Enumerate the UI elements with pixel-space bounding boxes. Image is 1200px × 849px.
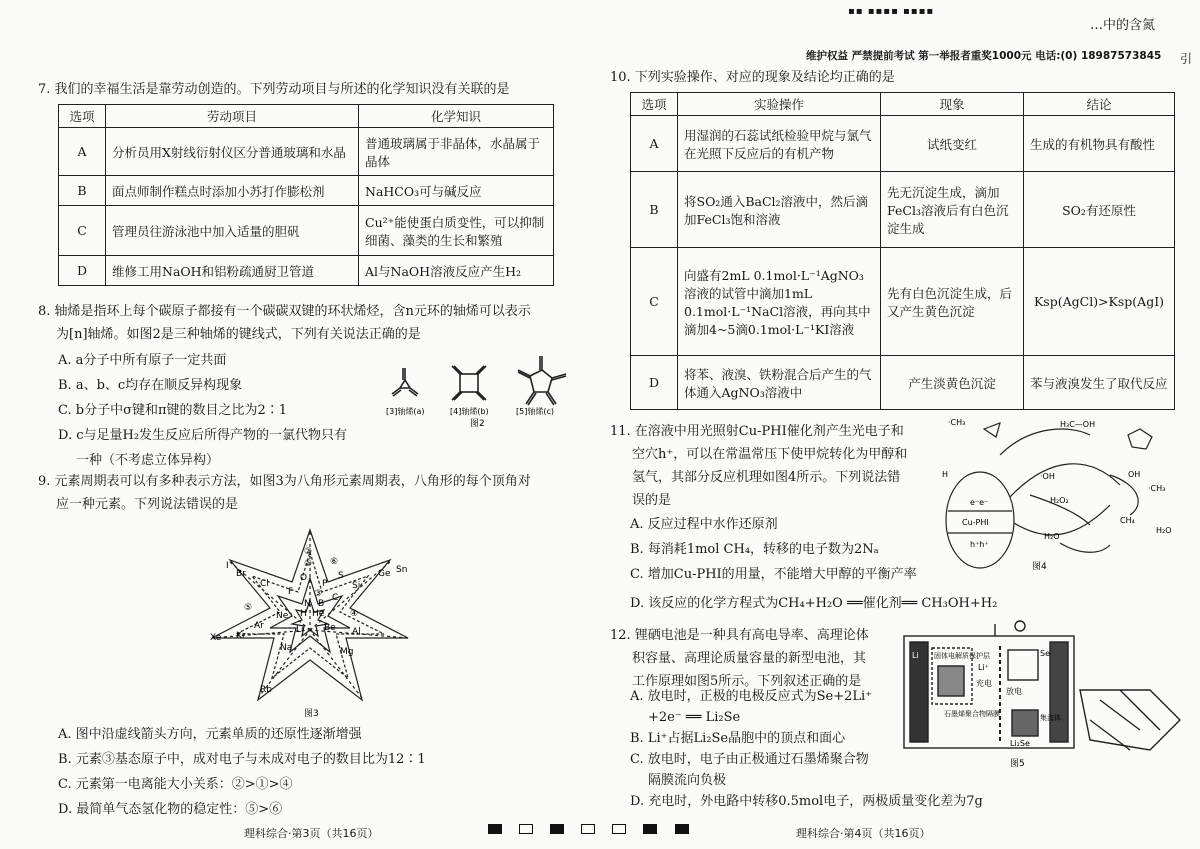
q10-row-conclusion: 生成的有机物具有酸性 bbox=[1024, 116, 1175, 172]
q9-option-d: D. 最简单气态氢化物的稳定性：⑤>⑥ bbox=[58, 802, 283, 817]
q12-stem bbox=[610, 624, 869, 693]
element-na: Na bbox=[280, 643, 293, 653]
figure-2-radialenes bbox=[380, 348, 580, 430]
q7-row-a bbox=[59, 128, 554, 176]
footer-left: 理科综合·第3页（共16页） bbox=[244, 827, 379, 840]
q8-stem-line2: 为[n]轴烯。如图2是三种轴烯的键线式，下列有关说法正确的是 bbox=[56, 327, 421, 342]
q8-option-c: C. b分子中σ键和π键的数目之比为2∶1 bbox=[58, 403, 288, 418]
q7-table-header bbox=[59, 105, 554, 128]
q9-stem bbox=[38, 470, 531, 516]
fig4-label-cuphi: Cu-PHI bbox=[962, 518, 989, 527]
q10-row-option: C bbox=[631, 248, 678, 356]
element-f: F bbox=[288, 587, 294, 597]
element-s: S bbox=[338, 571, 344, 581]
circle-6: ⑥ bbox=[330, 557, 339, 567]
element-ar: Ar bbox=[254, 621, 264, 631]
q9-stem-line1: 9. 元素周期表可以有多种表示方法，如图3为八角形元素周期表，八角形的每个顶角对 bbox=[38, 474, 531, 489]
q10-row-conclusion: 苯与液溴发生了取代反应 bbox=[1024, 356, 1175, 410]
q8-stem-line1: 8. 轴烯是指环上每个碳原子都接有一个碳碳双键的环状烯烃，含n元环的轴烯可以表示 bbox=[38, 304, 531, 319]
fig5-label-solid-electrolyte: 固体电解质保护层 bbox=[934, 652, 990, 660]
q11-stem-line1: 11. 在溶液中用光照射Cu-PHI催化剂产生光电子和 bbox=[610, 424, 904, 439]
fig2-label-a: [3]轴烯(a) bbox=[386, 407, 425, 416]
q10-header-conclusion: 结论 bbox=[1024, 93, 1175, 116]
element-h: H bbox=[300, 609, 307, 619]
q12-option-b: B. Li⁺占据Li₂Se晶胞中的顶点和面心 bbox=[630, 731, 846, 746]
element-al: Al bbox=[352, 627, 361, 637]
q7-row-knowledge: 普通玻璃属于非晶体，水晶属于晶体 bbox=[359, 128, 554, 176]
fig4-label-electrons: e⁻e⁻ bbox=[970, 498, 989, 507]
fig5-label-charge: 充电 bbox=[976, 679, 992, 688]
q8-option-b: B. a、b、c均存在顺反异构现象 bbox=[58, 378, 243, 393]
element-b: B bbox=[318, 599, 325, 609]
q12-option-d: D. 充电时，外电路中转移0.5mol电子，两极质量变化差为7g bbox=[630, 794, 983, 809]
q11-option-c: C. 增加Cu-PHI的用量，不能增大甲醇的平衡产率 bbox=[630, 567, 917, 582]
q10-row-conclusion: SO₂有还原性 bbox=[1024, 172, 1175, 248]
element-he: He bbox=[312, 609, 325, 619]
fig4-label-oh: OH bbox=[1128, 470, 1141, 479]
element-i: I bbox=[226, 561, 229, 571]
q11-option-d: D. 该反应的化学方程式为CH₄+H₂O ══催化剂══ CH₃OH+H₂ bbox=[630, 596, 998, 611]
right-page bbox=[600, 0, 1200, 849]
circle-3: ③ bbox=[314, 589, 323, 599]
element-o: O bbox=[300, 573, 308, 583]
q10-table-header bbox=[631, 93, 1175, 116]
q10-row-phenomenon: 先无沉淀生成，滴加FeCl₃溶液后有白色沉淀生成 bbox=[881, 172, 1024, 248]
q10-row-operation: 将苯、液溴、铁粉混合后产生的气体通入AgNO₃溶液中 bbox=[678, 356, 881, 410]
q10-row-option: A bbox=[631, 116, 678, 172]
q7-header-option: 选项 bbox=[59, 105, 106, 128]
fig2-label-b: [4]轴烯(b) bbox=[450, 407, 489, 416]
fig4-label-h: H bbox=[942, 470, 949, 479]
q10-row-d bbox=[631, 356, 1175, 410]
q9-stem-line2: 应一种元素。下列说法错误的是 bbox=[56, 497, 239, 512]
fig5-label-se: Se bbox=[1040, 649, 1050, 658]
marker-block bbox=[581, 824, 595, 834]
q8-option-d: D. c与足量H₂发生反应后所得产物的一氯代物只有 bbox=[58, 428, 348, 443]
q8-stem bbox=[38, 300, 531, 346]
q11-stem-line2: 空穴h⁺，可以在常温常压下使甲烷转化为甲醇和 bbox=[632, 447, 908, 462]
fig2-caption: 图2 bbox=[470, 419, 485, 429]
element-ne: Ne bbox=[276, 611, 289, 621]
marker-block bbox=[488, 824, 502, 834]
fig5-label-collector: 集流体 bbox=[1040, 714, 1061, 722]
element-p: P bbox=[322, 579, 328, 589]
q7-row-option: A bbox=[59, 128, 106, 176]
q8-option-a: A. a分子中所有原子一定共面 bbox=[58, 353, 227, 368]
fig5-label-li: Li bbox=[912, 651, 919, 660]
q11-stem bbox=[610, 420, 907, 512]
q11-option-a: A. 反应过程中水作还原剂 bbox=[630, 517, 778, 532]
element-li: Li bbox=[296, 625, 304, 635]
fig4-label-methanol: H₃C—OH bbox=[1060, 420, 1096, 429]
q7-row-option: B bbox=[59, 176, 106, 206]
fig4-label-h2o-b: H₂O bbox=[1156, 526, 1172, 535]
q7-row-item: 面点师制作糕点时添加小苏打作膨松剂 bbox=[106, 176, 359, 206]
figure-4-mechanism bbox=[940, 415, 1190, 575]
q12-option-a-cont: +2e⁻ ══ Li₂Se bbox=[648, 710, 741, 725]
q12-option-a: A. 放电时，正极的电极反应式为Se+2Li⁺ bbox=[630, 689, 873, 704]
element-xe: Xe bbox=[210, 633, 222, 643]
figure-3-octagram bbox=[200, 520, 420, 720]
q10-header-phenomenon: 现象 bbox=[881, 93, 1024, 116]
q7-row-item: 维修工用NaOH和铝粉疏通厨卫管道 bbox=[106, 256, 359, 286]
q7-row-d bbox=[59, 256, 554, 286]
q7-row-item: 分析员用X射线衍射仪区分普通玻璃和水晶 bbox=[106, 128, 359, 176]
q11-stem-line3: 氢气，其部分反应机理如图4所示。下列说法错 bbox=[632, 470, 901, 485]
q10-header-operation: 实验操作 bbox=[678, 93, 881, 116]
q7-row-b bbox=[59, 176, 554, 206]
element-be: Be bbox=[324, 623, 336, 633]
element-br: Br bbox=[236, 569, 246, 579]
fig5-label-separator: 石墨烯聚合物隔膜 bbox=[944, 710, 1000, 718]
circle-4: ④ bbox=[350, 609, 359, 619]
marker-block bbox=[519, 824, 533, 834]
q9-option-c: C. 元素第一电离能大小关系：②>①>④ bbox=[58, 777, 293, 792]
q8-options bbox=[58, 348, 347, 473]
q7-row-item: 管理员往游泳池中加入适量的胆矾 bbox=[106, 206, 359, 256]
element-rb: Rb bbox=[260, 685, 272, 695]
q7-row-c bbox=[59, 206, 554, 256]
fig5-caption: 图5 bbox=[1010, 759, 1025, 769]
fig2-label-c: [5]轴烯(c) bbox=[516, 407, 554, 416]
fig5-label-li2se: Li₂Se bbox=[1010, 739, 1030, 748]
fig4-label-h2o2: H₂O₂ bbox=[1050, 496, 1069, 505]
q12-option-c: C. 放电时，电子由正极通过石墨烯聚合物 bbox=[630, 752, 869, 767]
q11-stem-line4: 误的是 bbox=[632, 493, 672, 508]
fig5-label-discharge: 放电 bbox=[1006, 687, 1022, 696]
fig3-caption: 图3 bbox=[304, 709, 319, 719]
q12-stem-line2: 积容量、高理论质量容量的新型电池，其 bbox=[632, 651, 867, 666]
fig5-label-li-ion: Li⁺ bbox=[978, 663, 989, 672]
q10-row-option: D bbox=[631, 356, 678, 410]
fig4-label-holes: h⁺h⁺ bbox=[970, 540, 989, 549]
q7-header-knowledge: 化学知识 bbox=[359, 105, 554, 128]
q10-stem: 10. 下列实验操作、对应的现象及结论均正确的是 bbox=[610, 70, 895, 85]
q10-row-b bbox=[631, 172, 1175, 248]
element-ge: Ge bbox=[378, 569, 391, 579]
fig4-label-oh-radical: ·OH bbox=[1040, 472, 1055, 481]
q10-row-operation: 用湿润的石蕊试纸检验甲烷与氯气在光照下反应后的有机产物 bbox=[678, 116, 881, 172]
footer-right: 理科综合·第4页（共16页） bbox=[796, 827, 931, 840]
element-n: N bbox=[304, 599, 311, 609]
page-mark: 引 bbox=[1180, 52, 1193, 66]
fig4-label-ch3-a: ·CH₃ bbox=[948, 418, 966, 427]
q12-option-c-cont: 隔膜流向负极 bbox=[648, 773, 727, 788]
q7-header-item: 劳动项目 bbox=[106, 105, 359, 128]
q11-option-b: B. 每消耗1mol CH₄，转移的电子数为2Nₐ bbox=[630, 542, 879, 557]
q7-row-knowledge: NaHCO₃可与碱反应 bbox=[359, 176, 554, 206]
fig4-label-ch4: CH₄ bbox=[1120, 516, 1135, 525]
q8-option-d-cont: 一种（不考虑立体异构） bbox=[76, 453, 220, 468]
fig4-caption: 图4 bbox=[1032, 562, 1047, 572]
element-kr: Kr bbox=[236, 631, 246, 641]
marker-block bbox=[550, 824, 564, 834]
q7-row-option: D bbox=[59, 256, 106, 286]
header-notice: 维护权益 严禁提前考试 第一举报者重奖1000元 电话:(0) 18987573845 bbox=[806, 50, 1162, 62]
circle-1: ① bbox=[304, 559, 313, 569]
element-mg: Mg bbox=[340, 647, 354, 657]
circle-5: ⑤ bbox=[244, 603, 253, 613]
fig4-label-h2o-a: H₂O bbox=[1044, 532, 1060, 541]
q7-row-option: C bbox=[59, 206, 106, 256]
element-si: Si bbox=[352, 581, 361, 591]
element-c: C bbox=[332, 593, 339, 603]
top-scrawl: ▪▪ ▪▪▪▪ ▪▪▪▪ bbox=[848, 6, 935, 17]
element-sn: Sn bbox=[396, 565, 408, 575]
q7-row-knowledge: Cu²⁺能使蛋白质变性，可以抑制细菌、藻类的生长和繁殖 bbox=[359, 206, 554, 256]
q7-stem: 7. 我们的幸福生活是靠劳动创造的。下列劳动项目与所述的化学知识没有关联的是 bbox=[38, 82, 510, 97]
q10-header-option: 选项 bbox=[631, 93, 678, 116]
q10-row-c bbox=[631, 248, 1175, 356]
q12-stem-line1: 12. 锂硒电池是一种具有高电导率、高理论体 bbox=[610, 628, 869, 643]
element-cl: Cl bbox=[260, 579, 269, 589]
q9-options bbox=[58, 722, 426, 822]
q10-row-phenomenon: 产生淡黄色沉淀 bbox=[881, 356, 1024, 410]
q10-row-operation: 将SO₂通入BaCl₂溶液中，然后滴加FeCl₃饱和溶液 bbox=[678, 172, 881, 248]
q9-option-b: B. 元素③基态原子中，成对电子与未成对电子的数目比为12∶1 bbox=[58, 752, 426, 767]
figure-5-battery bbox=[900, 620, 1196, 770]
q10-row-a bbox=[631, 116, 1175, 172]
circle-2: ② bbox=[304, 547, 313, 557]
q10-row-conclusion: Ksp(AgCl)>Ksp(AgI) bbox=[1024, 248, 1175, 356]
q10-table bbox=[630, 92, 1175, 410]
q10-row-option: B bbox=[631, 172, 678, 248]
q7-table bbox=[58, 104, 554, 286]
fig4-label-ch3-b: ·CH₃ bbox=[1148, 484, 1166, 493]
q12-stem-line3: 工作原理如图5所示。下列叙述正确的是 bbox=[632, 674, 862, 689]
top-right-text: …中的含氮 bbox=[1090, 18, 1156, 33]
q10-row-phenomenon: 先有白色沉淀生成，后又产生黄色沉淀 bbox=[881, 248, 1024, 356]
q10-row-phenomenon: 试纸变红 bbox=[881, 116, 1024, 172]
q10-row-operation: 向盛有2mL 0.1mol·L⁻¹AgNO₃溶液的试管中滴加1mL 0.1mol·L⁻¹NaCl溶液，再向其中滴加4~5滴0.1mol·L⁻¹KI溶液 bbox=[678, 248, 881, 356]
q9-option-a: A. 图中沿虚线箭头方向，元素单质的还原性逐渐增强 bbox=[58, 727, 362, 742]
q7-row-knowledge: Al与NaOH溶液反应产生H₂ bbox=[359, 256, 554, 286]
